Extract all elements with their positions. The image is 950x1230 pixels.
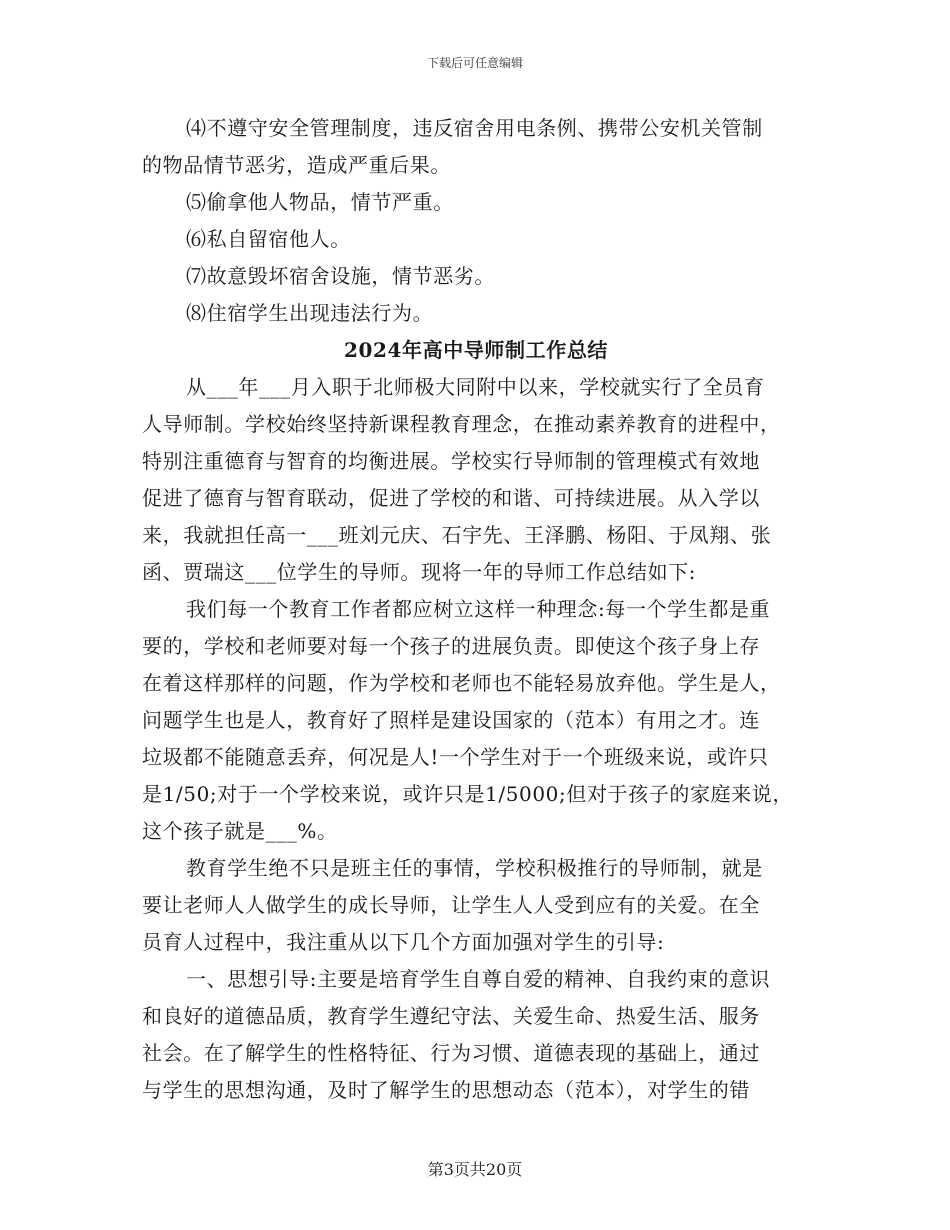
paragraph-line: 与学生的思想沟通，及时了解学生的思想动态（范本），对学生的错 xyxy=(142,1078,750,1102)
paragraph-line: 来，我就担任高一___班刘元庆、石宇先、王泽鹏、杨阳、于凤翔、张 xyxy=(142,523,772,547)
page-footer: 第3页共20页 xyxy=(427,1160,523,1179)
list-item: ⑷不遵守安全管理制度，违反宿舍用电条例、携带公安机关管制 xyxy=(186,116,763,140)
paragraph-line: 特别注重德育与智育的均衡进展。学校实行导师制的管理模式有效地 xyxy=(142,449,760,473)
list-item: ⑸偷拿他人物品，情节严重。 xyxy=(186,190,454,214)
paragraph-line: 垃圾都不能随意丢弃，何况是人!一个学生对于一个班级来说，或许只 xyxy=(142,745,769,769)
paragraph-line: 这个孩子就是___%。 xyxy=(142,819,338,843)
list-item: ⑺故意毁坏宿舍设施，情节恶劣。 xyxy=(186,264,495,288)
document-body xyxy=(142,110,810,1109)
paragraph-line: 在着这样那样的问题，作为学校和老师也不能轻易放弃他。学生是人， xyxy=(142,671,781,695)
paragraph-line: 要让老师人人做学生的成长导师，让学生人人受到应有的关爱。在全 xyxy=(142,893,760,917)
paragraph-line: 和良好的道德品质，教育学生遵纪守法、关爱生命、热爱生活、服务 xyxy=(142,1004,760,1028)
paragraph-line: 社会。在了解学生的性格特征、行为习惯、道德表现的基础上，通过 xyxy=(142,1041,760,1065)
paragraph-line: 问题学生也是人，教育好了照样是建设国家的（范本）有用之才。连 xyxy=(142,708,760,732)
document-title: 2024年高中导师制工作总结 xyxy=(343,338,609,362)
paragraph-line: 教育学生绝不只是班主任的事情，学校积极推行的导师制，就是 xyxy=(186,856,763,880)
paragraph-line: 函、贾瑞这___位学生的导师。现将一年的导师工作总结如下: xyxy=(142,560,697,584)
paragraph-line: 一、思想引导:主要是培育学生自尊自爱的精神、自我约束的意识 xyxy=(186,967,771,991)
paragraph-line: 从___年___月入职于北师极大同附中以来，学校就实行了全员育 xyxy=(186,375,765,399)
paragraph-line: 人导师制。学校始终坚持新课程教育理念，在推动素养教育的进程中， xyxy=(142,412,781,436)
list-item-continuation: 的物品情节恶劣，造成严重后果。 xyxy=(142,153,451,177)
paragraph-line: 要的，学校和老师要对每一个孩子的进展负责。即使这个孩子身上存 xyxy=(142,634,760,658)
paragraph-line: 我们每一个教育工作者都应树立这样一种理念:每一个学生都是重 xyxy=(186,597,771,621)
paragraph-line: 是1/50;对于一个学校来说，或许只是1/5000;但对于孩子的家庭来说， xyxy=(142,782,793,806)
paragraph-line: 促进了德育与智育联动，促进了学校的和谐、可持续进展。从入学以 xyxy=(142,486,760,510)
paragraph-line: 员育人过程中，我注重从以下几个方面加强对学生的引导: xyxy=(142,930,665,954)
list-item: ⑻住宿学生出现违法行为。 xyxy=(186,301,434,325)
page-header: 下载后可任意编辑 xyxy=(426,56,523,70)
list-item: ⑹私自留宿他人。 xyxy=(186,227,351,251)
